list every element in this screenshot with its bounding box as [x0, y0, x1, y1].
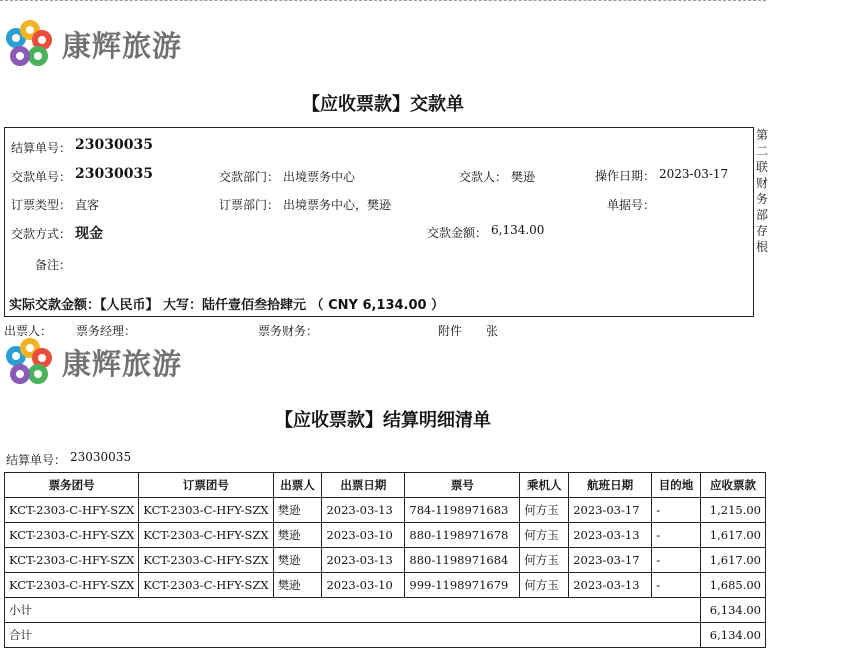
- cell: 何方玉: [520, 523, 569, 548]
- cell: KCT-2303-C-HFY-SZX: [5, 498, 139, 523]
- receipt-title: 【应收票款】交款单: [302, 94, 464, 115]
- cell: 2023-03-10: [322, 523, 405, 548]
- cell: KCT-2303-C-HFY-SZX: [5, 573, 139, 598]
- pay-dept: 出境票务中心: [283, 170, 356, 184]
- cell: 2023-03-17: [569, 498, 652, 523]
- subtotal-value: 6,134.00: [701, 598, 766, 623]
- cell: 何方玉: [520, 573, 569, 598]
- column-header: 应收票款: [701, 473, 766, 498]
- amount: 6,134.00: [491, 223, 545, 237]
- cell: 樊逊: [273, 573, 322, 598]
- detail-title: 【应收票款】结算明细清单: [275, 410, 491, 431]
- pay-method: 现金: [75, 226, 103, 242]
- subtotal-label: 小计: [5, 598, 701, 623]
- cell: 2023-03-17: [569, 548, 652, 573]
- cell: -: [652, 523, 701, 548]
- pay-dept-label: 交款部门：: [219, 170, 280, 184]
- actual-amount: 实际交款金额：【人民币】 大写：陆仟壹佰叁拾肆元 （ CNY 6,134.00 ）: [9, 298, 445, 313]
- cell: 880-1198971678: [405, 523, 520, 548]
- remark-label: 备注：: [35, 258, 72, 272]
- table-row: [5, 498, 766, 523]
- cell: -: [652, 573, 701, 598]
- cell: 2023-03-13: [569, 573, 652, 598]
- cell: KCT-2303-C-HFY-SZX: [139, 523, 273, 548]
- detail-settle-no: 23030035: [70, 450, 132, 464]
- cell: KCT-2303-C-HFY-SZX: [5, 548, 139, 573]
- cell: 樊逊: [273, 523, 322, 548]
- op-date-label: 操作日期：: [595, 169, 656, 183]
- settle-no: 23030035: [75, 137, 153, 153]
- page-divider: [0, 0, 766, 1]
- cell: KCT-2303-C-HFY-SZX: [139, 548, 273, 573]
- stub-char: 部: [756, 208, 769, 222]
- cell: 1,617.00: [701, 548, 766, 573]
- doc-no-label: 单据号：: [607, 198, 656, 212]
- cell: -: [652, 548, 701, 573]
- issuer-label: 出票人：: [4, 324, 53, 338]
- payer: 樊逊: [511, 170, 536, 184]
- settlement-table: [4, 472, 766, 648]
- payer-label: 交款人：: [459, 170, 508, 184]
- table-row: [5, 573, 766, 598]
- company-logo: [6, 20, 182, 68]
- subtotal-row: [5, 598, 766, 623]
- column-header: 出票日期: [322, 473, 405, 498]
- stub-char: 二: [756, 144, 769, 158]
- total-value: 6,134.00: [701, 623, 766, 648]
- column-header: 航班日期: [569, 473, 652, 498]
- op-date: 2023-03-17: [659, 167, 729, 181]
- cell: 何方玉: [520, 498, 569, 523]
- stub-note: [756, 127, 770, 255]
- settle-no-label: 结算单号：: [11, 141, 72, 155]
- cell: 2023-03-13: [322, 548, 405, 573]
- total-row: [5, 623, 766, 648]
- sheets-label: 张: [486, 324, 499, 338]
- cell: 1,617.00: [701, 523, 766, 548]
- cell: 何方玉: [520, 548, 569, 573]
- cell: 999-1198971679: [405, 573, 520, 598]
- stub-char: 存: [756, 224, 769, 238]
- amount-label: 交款金额：: [427, 226, 488, 240]
- stub-char: 根: [756, 240, 769, 254]
- cell: -: [652, 498, 701, 523]
- column-header: 乘机人: [520, 473, 569, 498]
- table-header-row: [5, 473, 766, 498]
- stub-char: 务: [756, 192, 769, 206]
- cell: KCT-2303-C-HFY-SZX: [139, 573, 273, 598]
- cell: 樊逊: [273, 498, 322, 523]
- manager-label: 票务经理：: [76, 324, 137, 338]
- cell: 2023-03-13: [322, 498, 405, 523]
- cell: 2023-03-10: [322, 573, 405, 598]
- order-dept-label: 订票部门：: [219, 198, 280, 212]
- order-type-label: 订票类型：: [11, 198, 72, 212]
- finance-label: 票务财务：: [258, 324, 319, 338]
- flower-logo-icon: [6, 20, 54, 68]
- stub-char: 第: [756, 128, 769, 142]
- table-row: [5, 523, 766, 548]
- attach-label: 附件: [438, 324, 463, 338]
- company-name: 康辉旅游: [62, 28, 183, 63]
- cell: 2023-03-13: [569, 523, 652, 548]
- cell: KCT-2303-C-HFY-SZX: [5, 523, 139, 548]
- total-label: 合计: [5, 623, 701, 648]
- column-header: 目的地: [652, 473, 701, 498]
- column-header: 票号: [405, 473, 520, 498]
- cell: 784-1198971683: [405, 498, 520, 523]
- column-header: 票务团号: [5, 473, 139, 498]
- cell: 1,685.00: [701, 573, 766, 598]
- company-logo: [6, 338, 182, 386]
- detail-settle-no-label: 结算单号：: [6, 453, 67, 467]
- column-header: 出票人: [273, 473, 322, 498]
- receipt-box: [4, 127, 754, 317]
- column-header: 订票团号: [139, 473, 273, 498]
- order-type: 直客: [75, 198, 100, 212]
- cell: 樊逊: [273, 548, 322, 573]
- order-dept: 出境票务中心，樊逊: [283, 198, 392, 212]
- cell: 1,215.00: [701, 498, 766, 523]
- pay-no-label: 交款单号：: [11, 170, 72, 184]
- pay-no: 23030035: [75, 166, 153, 182]
- table-row: [5, 548, 766, 573]
- flower-logo-icon: [6, 338, 54, 386]
- stub-char: 联: [756, 160, 769, 174]
- cell: KCT-2303-C-HFY-SZX: [139, 498, 273, 523]
- cell: 880-1198971684: [405, 548, 520, 573]
- pay-method-label: 交款方式：: [11, 227, 72, 241]
- company-name: 康辉旅游: [62, 346, 183, 381]
- stub-char: 财: [756, 176, 769, 190]
